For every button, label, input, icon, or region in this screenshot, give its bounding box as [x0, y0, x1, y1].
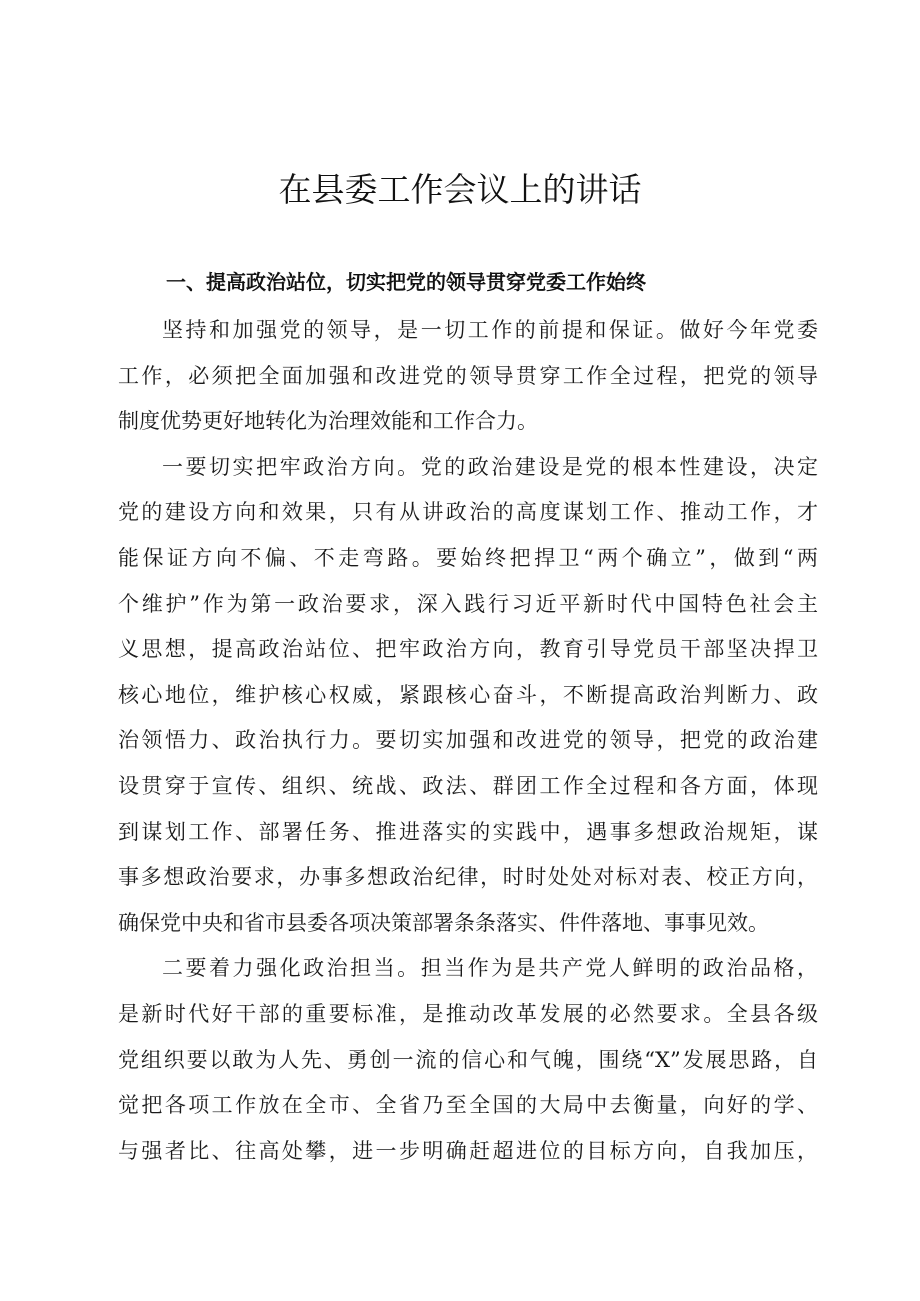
text-line: 能保证方向不偏、不走弯路。要始终把捍卫“两个确立”，做到“两 — [118, 545, 818, 570]
document-body — [118, 308, 818, 1174]
paragraph-intro — [118, 308, 818, 445]
text-line: 觉把各项工作放在全市、全省乃至全国的大局中去衡量，向好的学、 — [118, 1093, 818, 1118]
text-line: 治领悟力、政治执行力。要切实加强和改进党的领导，把党的政治建 — [118, 728, 818, 753]
text-line: 是新时代好干部的重要标准，是推动改革发展的必然要求。全县各级 — [118, 1001, 818, 1026]
paragraph-political-responsibility — [118, 946, 818, 1174]
text-line: 义思想，提高政治站位、把牢政治方向，教育引导党员干部坚决捍卫 — [118, 637, 818, 662]
text-line: 党组织要以敢为人先、勇创一流的信心和气魄，围绕“X”发展思路，自 — [118, 1047, 818, 1072]
text-line: 到谋划工作、部署任务、推进落实的实践中，遇事多想政治规矩，谋 — [118, 819, 818, 844]
text-line: 党的建设方向和效果，只有从讲政治的高度谋划工作、推动工作，才 — [118, 500, 818, 525]
text-line: 二要着力强化政治担当。担当作为是共产党人鲜明的政治品格， — [162, 956, 818, 981]
text-line: 一要切实把牢政治方向。党的政治建设是党的根本性建设，决定 — [162, 454, 818, 479]
paragraph-political-direction — [118, 445, 818, 947]
section-heading: 一、提高政治站位，切实把党的领导贯穿党委工作始终 — [166, 270, 646, 294]
text-line: 确保党中央和省市县委各项决策部署条条落实、件件落地、事事见效。 — [118, 910, 769, 935]
text-line: 个维护”作为第一政治要求，深入践行习近平新时代中国特色社会主 — [118, 591, 818, 616]
text-line: 坚持和加强党的领导，是一切工作的前提和保证。做好今年党委 — [162, 318, 818, 342]
text-line: 事多想政治要求，办事多想政治纪律，时时处处对标对表、校正方向， — [118, 865, 818, 890]
text-line: 制度优势更好地转化为治理效能和工作合力。 — [118, 409, 538, 434]
text-line: 工作，必须把全面加强和改进党的领导贯穿工作全过程，把党的领导 — [118, 363, 818, 388]
text-line: 设贯穿于宣传、组织、统战、政法、群团工作全过程和各方面，体现 — [118, 773, 818, 798]
text-line: 与强者比、往高处攀，进一步明确赶超进位的目标方向，自我加压， — [118, 1138, 818, 1163]
text-line: 核心地位，维护核心权威，紧跟核心奋斗，不断提高政治判断力、政 — [118, 682, 818, 707]
document-title: 在县委工作会议上的讲话 — [278, 170, 642, 209]
